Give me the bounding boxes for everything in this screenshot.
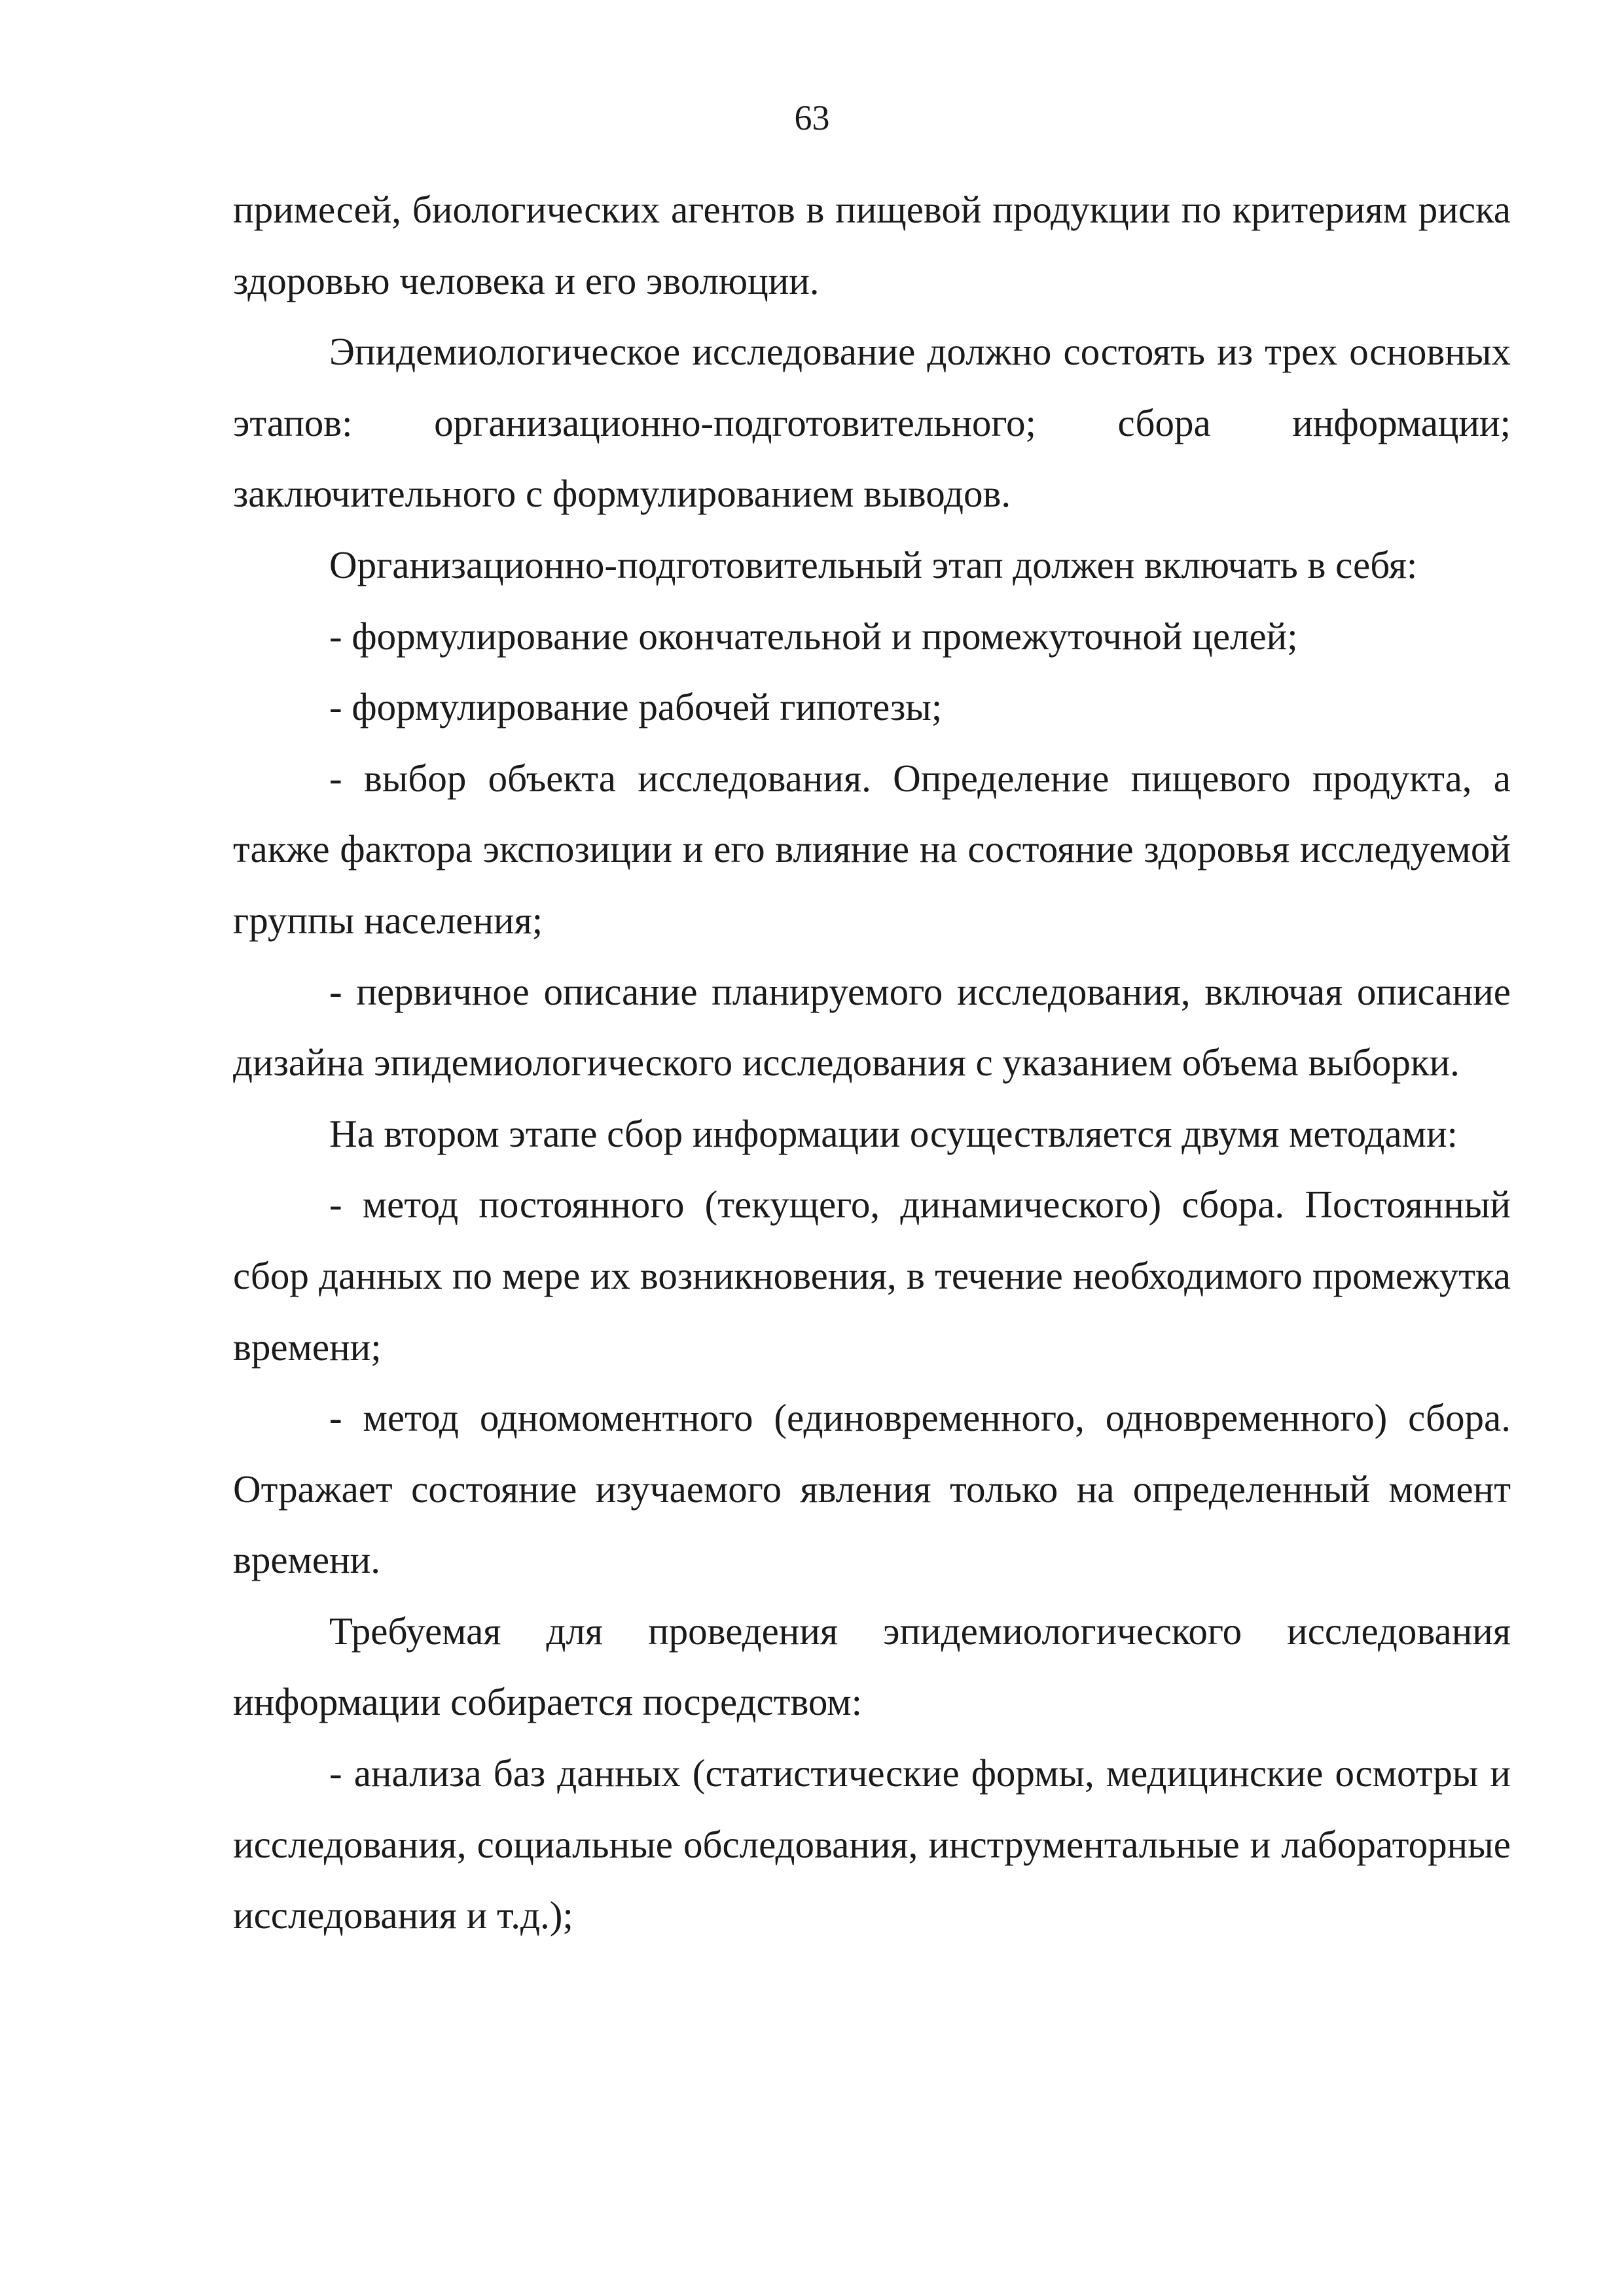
paragraph-second-stage: На втором этапе сбор информации осуществляется двумя методами: [329, 1111, 1458, 1155]
paragraph-information-sources: Требуемая для проведения эпидемиологического исследования информации собирается посредством: [233, 1609, 1511, 1724]
list-item-description: - первичное описание планируемого исследования, включая описание дизайна эпидемиологического исследования с указанием объема выборки. [233, 969, 1511, 1085]
list-item-continuous-method: - метод постоянного (текущего, динамического) сбора. Постоянный сбор данных по мере их возникновения, в течение необходимого промежутка времени; [233, 1183, 1511, 1369]
page-number: 63 [794, 98, 830, 137]
list-item-object: - выбор объекта исследования. Определение пищевого продукта, а также фактора экспозиции и его влияние на состояние здоровья исследуемой группы населения; [233, 756, 1511, 942]
list-item-hypothesis: - формулирование рабочей гипотезы; [329, 685, 943, 729]
list-item-one-time-method: - метод одномоментного (единовременного, одновременного) сбора. Отражает состояние изучаемого явления только на определенный момент времени. [233, 1396, 1511, 1582]
document-body [233, 174, 1511, 1951]
paragraph-continuation: примесей, биологических агентов в пищевой продукции по критериям риска здоровью человека и его эволюции. [233, 188, 1511, 302]
paragraph-prep-stage: Организационно-подготовительный этап должен включать в себя: [329, 543, 1418, 586]
list-item-database-analysis: - анализа баз данных (статистические формы, медицинские осмотры и исследования, социальные обследования, инструментальные и лабораторные исследования и т.д.); [233, 1751, 1511, 1937]
paragraph-stages-intro: Эпидемиологическое исследование должно состоять из трех основных этапов: организационно-подготовительного; сбора информации; заключительного с формулированием выводов. [233, 330, 1511, 516]
list-item-goals: - формулирование окончательной и промежуточной целей; [329, 614, 1298, 658]
